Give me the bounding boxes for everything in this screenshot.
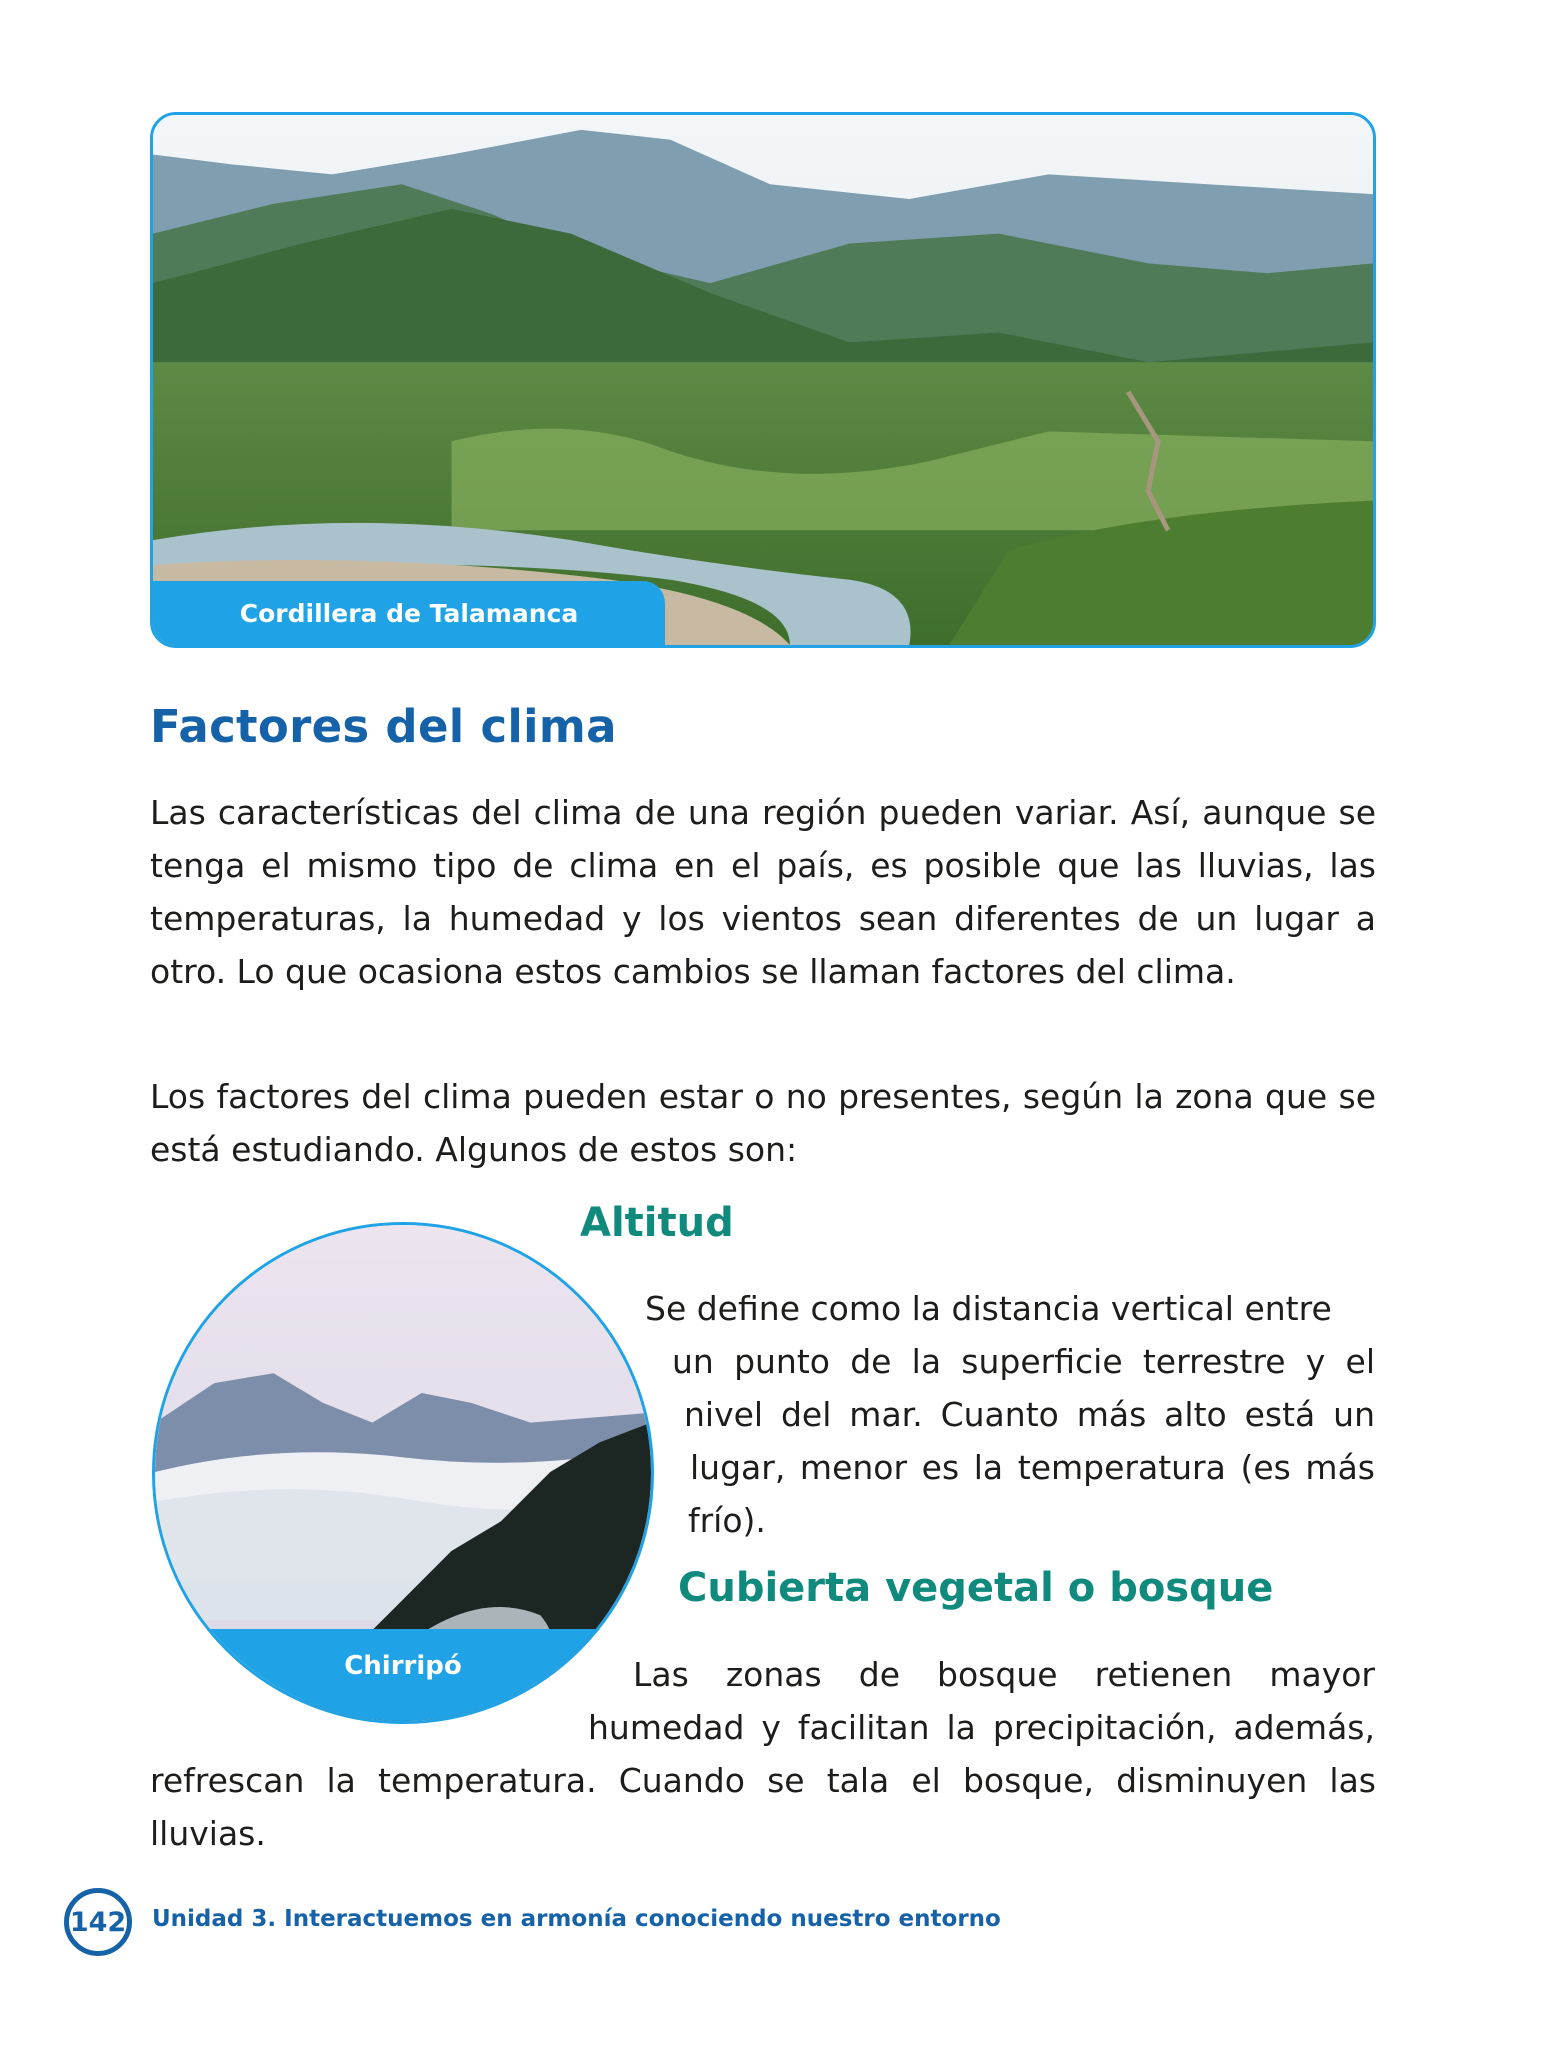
hero-caption: Cordillera de Talamanca <box>153 581 665 645</box>
talamanca-landscape-image <box>153 115 1373 645</box>
intro-paragraph: Las características del clima de una región pueden variar. Así, aunque se tenga el mismo tipo de clima en el país, es posible que las lluvias, las temperaturas, la humedad y los vientos sean diferentes de un lugar a otro. Lo que ocasiona estos cambios se llaman factores del clima. <box>150 793 1376 991</box>
altitud-line-5: frío). <box>688 1501 766 1540</box>
altitud-line-3: nivel del mar. Cuanto más alto está un <box>684 1395 1375 1434</box>
section-title: Factores del clima <box>150 700 617 753</box>
page-number-badge: 142 <box>64 1888 132 1956</box>
cubierta-line-2: humedad y facilitan la precipitación, además, <box>588 1708 1375 1747</box>
unit-title: Unidad 3. Interactuemos en armonía conociendo nuestro entorno <box>152 1906 1001 1932</box>
cubierta-line-1: Las zonas de bosque retienen mayor <box>633 1655 1375 1694</box>
altitud-line-4: lugar, menor es la temperatura (es más <box>690 1448 1375 1487</box>
cubierta-line-3: refrescan la temperatura. Cuando se tala el bosque, disminuyen las <box>150 1761 1376 1800</box>
altitud-heading: Altitud <box>580 1200 734 1246</box>
cubierta-line-4: lluvias. <box>150 1814 266 1853</box>
altitud-line-2: un punto de la superficie terrestre y el <box>672 1342 1375 1381</box>
altitud-line-1: Se define como la distancia vertical entre <box>645 1289 1332 1328</box>
chirripo-photo <box>152 1222 654 1724</box>
circle-caption: Chirripó <box>155 1629 651 1724</box>
cubierta-heading: Cubierta vegetal o bosque <box>678 1565 1274 1611</box>
factors-paragraph: Los factores del clima pueden estar o no presentes, según la zona que se está estudiando. Algunos de estos son: <box>150 1077 1376 1169</box>
hero-photo <box>150 112 1376 648</box>
